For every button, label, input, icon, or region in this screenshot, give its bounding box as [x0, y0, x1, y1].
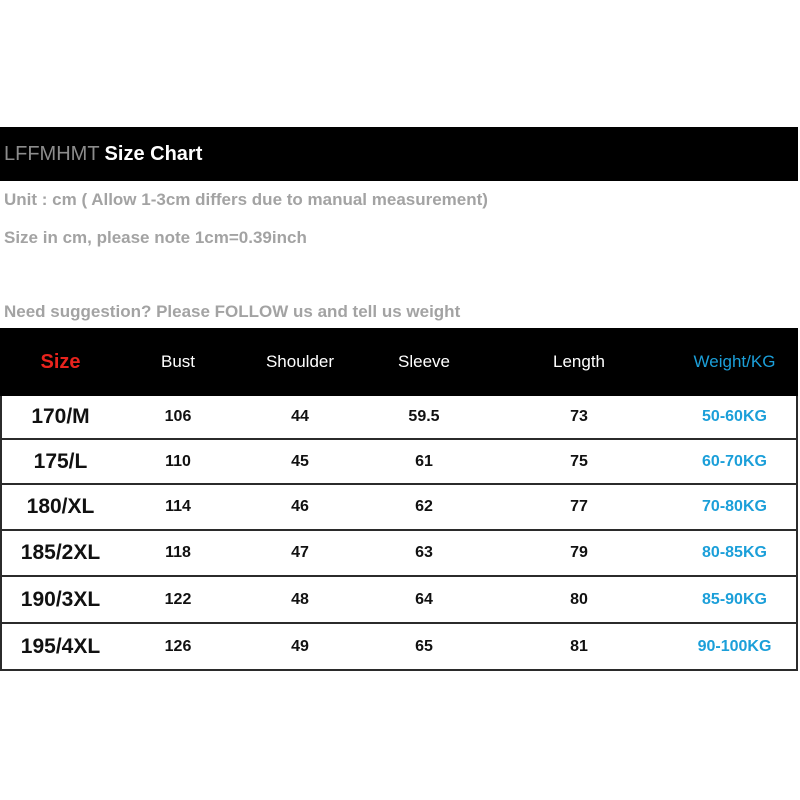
size-cell: 175/L	[33, 449, 88, 473]
bust-cell: 110	[165, 452, 191, 470]
weight-cell: 60-70KG	[702, 452, 767, 470]
shoulder-cell: 44	[291, 408, 309, 425]
table-row	[2, 396, 796, 440]
size-cell: 180/XL	[26, 495, 95, 518]
length-cell: 75	[570, 452, 588, 470]
column-header-shoulder: Shoulder	[265, 352, 335, 371]
length-cell: 77	[570, 498, 588, 515]
notes-section	[0, 181, 798, 328]
shoulder-cell: 45	[291, 452, 309, 470]
bust-cell: 118	[165, 544, 191, 561]
conversion-note: Size in cm, please note 1cm=0.39inch	[4, 228, 307, 247]
sleeve-cell: 62	[415, 498, 433, 515]
size-cell: 195/4XL	[20, 634, 101, 658]
table-row	[2, 624, 796, 671]
table-row	[2, 485, 796, 531]
shoulder-cell: 47	[291, 544, 309, 561]
length-cell: 81	[570, 637, 588, 655]
bust-cell: 126	[164, 637, 192, 655]
column-header-length: Length	[553, 352, 605, 371]
weight-cell: 80-85KG	[702, 544, 767, 561]
table-row	[2, 440, 796, 485]
brand-name: LFFMHMT	[4, 142, 100, 165]
size-table-body	[0, 396, 798, 671]
column-header-size: Size	[40, 350, 81, 373]
length-cell: 80	[570, 590, 588, 608]
size-cell: 185/2XL	[20, 541, 101, 564]
weight-cell: 90-100KG	[697, 637, 772, 655]
table-row	[2, 577, 796, 624]
unit-note: Unit : cm ( Allow 1-3cm differs due to manual measurement)	[4, 190, 488, 209]
bust-cell: 122	[164, 590, 192, 608]
shoulder-cell: 48	[291, 590, 309, 608]
weight-cell: 85-90KG	[702, 590, 767, 608]
bust-cell: 114	[165, 498, 191, 515]
column-header-bust: Bust	[160, 352, 196, 371]
sleeve-cell: 61	[415, 452, 433, 470]
column-header-sleeve: Sleeve	[398, 352, 450, 371]
sleeve-cell: 63	[415, 544, 433, 561]
title-bar	[0, 127, 798, 181]
weight-cell: 70-80KG	[702, 498, 767, 515]
bust-cell: 106	[164, 408, 192, 425]
length-cell: 79	[570, 544, 588, 561]
size-cell: 190/3XL	[20, 587, 101, 611]
shoulder-cell: 49	[291, 637, 309, 655]
table-row	[2, 531, 796, 577]
chart-title: Size Chart	[104, 142, 203, 165]
suggestion-note: Need suggestion? Please FOLLOW us and tell us weight	[4, 302, 461, 321]
length-cell: 73	[570, 408, 588, 425]
sleeve-cell: 64	[415, 590, 433, 608]
sleeve-cell: 59.5	[408, 408, 440, 425]
shoulder-cell: 46	[291, 498, 309, 515]
size-cell: 170/M	[31, 405, 90, 428]
table-header-row	[0, 328, 798, 396]
column-header-weight: Weight/KG	[693, 352, 776, 371]
weight-cell: 50-60KG	[702, 408, 767, 425]
sleeve-cell: 65	[415, 637, 433, 655]
